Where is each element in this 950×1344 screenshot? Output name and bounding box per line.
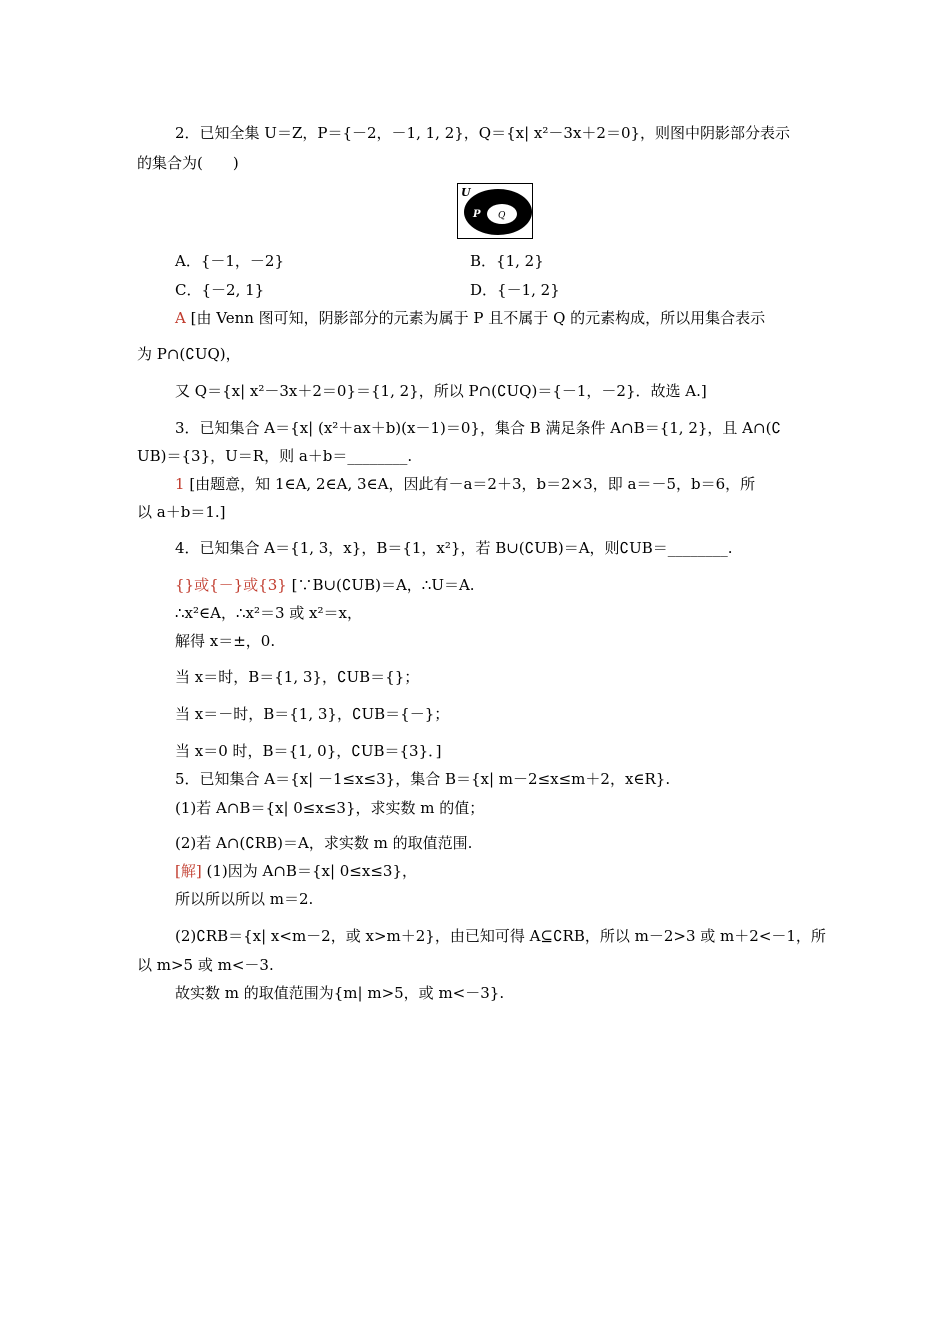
- venn-label-p: P: [473, 209, 481, 220]
- q3-answer-value: 1: [175, 475, 185, 493]
- q5-part1: (1)若 A∩B＝{x| 0≤x≤3}，求实数 m 的值；: [175, 799, 485, 817]
- q2-answer-line3: 又 Q＝{x| x²－3x＋2＝0}＝{1, 2}，所以 P∩(∁UQ)＝{－1，－2}．故选 A.]: [175, 382, 707, 400]
- venn-label-q: Q: [498, 211, 506, 221]
- q4-answer-line5: 当 x＝－时，B＝{1, 3}，∁UB＝{－}；: [175, 705, 450, 723]
- q2-answer-letter: A: [175, 309, 186, 327]
- q4-answer-line3: 解得 x＝±，0.: [175, 632, 276, 650]
- q4-answer-text1: [∵B∪(∁UB)＝A，∴U＝A.: [291, 576, 475, 594]
- q5-solution-line1: [175, 861, 417, 881]
- q5-solution-line2: 所以所以所以 m＝2.: [175, 890, 314, 908]
- q3-stem-line1: 3．已知集合 A＝{x| (x²＋ax＋b)(x－1)＝0}，集合 B 满足条件 A∩B＝{1, 2}，且 A∩(∁: [175, 419, 781, 437]
- q5-solution-line3: (2)∁RB＝{x| x<m－2，或 x>m＋2}，由已知可得 A⊆∁RB，所以 m－2>3 或 m＋2<－1，所: [175, 927, 826, 945]
- q4-answer-line2: ∴x²∈A，∴x²＝3 或 x²＝x，: [175, 604, 362, 622]
- venn-label-u: U: [461, 186, 471, 199]
- q3-answer-text1: [由题意，知 1∈A, 2∈A, 3∈A，因此有－a＝2＋3，b＝2×3，即 a＝－5，b＝6，所: [189, 475, 756, 493]
- q2-option-c: C．{－2, 1}: [175, 281, 265, 299]
- q2-answer-line2: 为 P∩(∁UQ)，: [137, 345, 241, 363]
- q2-option-d: D．{－1, 2}: [470, 281, 560, 299]
- q3-answer-line1: [175, 474, 755, 494]
- q2-answer-line1: [175, 308, 765, 328]
- q4-stem: 4．已知集合 A＝{1, 3，x}，B＝{1，x²}，若 B∪(∁UB)＝A，则∁UB＝________.: [175, 539, 733, 557]
- q2-stem-line1: 2．已知全集 U＝Z，P＝{－2，－1, 1, 2}，Q＝{x| x²－3x＋2＝0}，则图中阴影部分表示: [175, 124, 791, 142]
- q3-answer-line2: 以 a＋b＝1.]: [137, 503, 226, 521]
- q5-solution-tag: [解]: [175, 862, 202, 880]
- q5-stem: 5．已知集合 A＝{x| －1≤x≤3}，集合 B＝{x| m－2≤x≤m＋2，x∈R}.: [175, 770, 671, 788]
- q2-answer-text1: [由 Venn 图可知，阴影部分的元素为属于 P 且不属于 Q 的元素构成，所以用集合表示: [190, 309, 766, 327]
- q2-stem-line2: 的集合为( ): [137, 154, 239, 172]
- q4-answer-line6: 当 x＝0 时，B＝{1, 0}，∁UB＝{3}．]: [175, 742, 442, 760]
- q4-answer-line4: 当 x＝时，B＝{1, 3}，∁UB＝{}；: [175, 668, 420, 686]
- q2-option-a: A．{－1，－2}: [175, 252, 285, 270]
- q5-part2: (2)若 A∩(∁RB)＝A，求实数 m 的取值范围.: [175, 834, 473, 852]
- q5-solution-line5: 故实数 m 的取值范围为{m| m>5，或 m<－3}.: [175, 984, 505, 1002]
- venn-diagram: [457, 183, 533, 239]
- q2-option-b: B．{1, 2}: [470, 252, 544, 270]
- q5-solution-text1: (1)因为 A∩B＝{x| 0≤x≤3}，: [206, 862, 417, 880]
- q4-answer-line1: [175, 575, 475, 595]
- q4-answer-value: {}或{－}或{3}: [175, 576, 287, 594]
- q3-stem-line2: UB)＝{3}，U＝R，则 a＋b＝________.: [137, 447, 413, 465]
- q5-solution-line4: 以 m>5 或 m<－3.: [137, 956, 274, 974]
